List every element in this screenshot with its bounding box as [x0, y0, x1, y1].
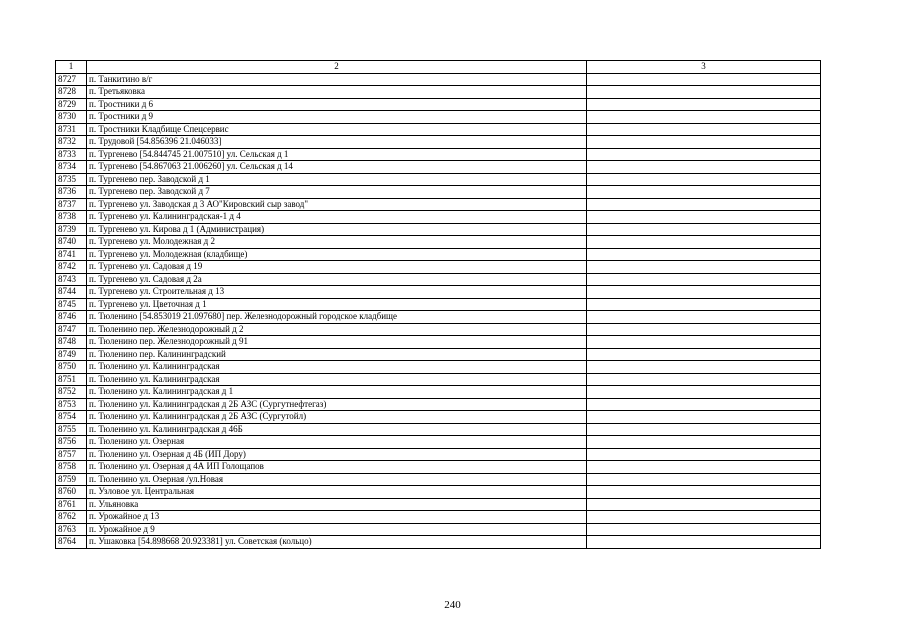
address-cell: п. Урожайное д 9	[87, 523, 587, 536]
table-row	[56, 198, 821, 211]
address-cell: п. Тростники Кладбище Спецсервис	[87, 123, 587, 136]
row-number-cell: 8756	[56, 436, 87, 449]
note-cell	[587, 423, 821, 436]
address-cell: п. Тургенево ул. Садовая д 2а	[87, 273, 587, 286]
row-number-cell: 8758	[56, 461, 87, 474]
address-cell: п. Танкитино в/г	[87, 73, 587, 86]
table-row	[56, 298, 821, 311]
row-number-cell: 8729	[56, 98, 87, 111]
row-number-cell: 8735	[56, 173, 87, 186]
address-table	[55, 60, 821, 549]
table-row	[56, 373, 821, 386]
address-cell: п. Тюленино [54.853019 21.097680] пер. Железнодорожный городское кладбище	[87, 311, 587, 324]
note-cell	[587, 123, 821, 136]
address-cell: п. Тростники д 9	[87, 111, 587, 124]
table-row	[56, 348, 821, 361]
table-row	[56, 173, 821, 186]
table-row	[56, 536, 821, 549]
table-row	[56, 148, 821, 161]
table-row	[56, 461, 821, 474]
row-number-cell: 8738	[56, 211, 87, 224]
row-number-cell: 8728	[56, 86, 87, 99]
note-cell	[587, 336, 821, 349]
table-row	[56, 423, 821, 436]
address-cell: п. Узловое ул. Центральная	[87, 486, 587, 499]
note-cell	[587, 286, 821, 299]
note-cell	[587, 98, 821, 111]
row-number-cell: 8747	[56, 323, 87, 336]
note-cell	[587, 486, 821, 499]
table-row	[56, 111, 821, 124]
address-cell: п. Тюленино ул. Озерная д 4А ИП Голощапов	[87, 461, 587, 474]
address-cell: п. Тюленино ул. Калининградская	[87, 361, 587, 374]
note-cell	[587, 323, 821, 336]
table-row	[56, 323, 821, 336]
table-row	[56, 311, 821, 324]
row-number-cell: 8750	[56, 361, 87, 374]
row-number-cell: 8754	[56, 411, 87, 424]
address-cell: п. Тюленино ул. Озерная	[87, 436, 587, 449]
note-cell	[587, 148, 821, 161]
address-cell: п. Тюленино ул. Калининградская	[87, 373, 587, 386]
table-row	[56, 436, 821, 449]
row-number-cell: 8739	[56, 223, 87, 236]
address-cell: п. Урожайное д 13	[87, 511, 587, 524]
note-cell	[587, 248, 821, 261]
row-number-cell: 8751	[56, 373, 87, 386]
table-row	[56, 486, 821, 499]
address-cell: п. Тургенево ул. Заводская д 3 АО"Кировский сыр завод"	[87, 198, 587, 211]
row-number-cell: 8752	[56, 386, 87, 399]
table-row	[56, 236, 821, 249]
note-cell	[587, 473, 821, 486]
note-cell	[587, 398, 821, 411]
row-number-cell: 8727	[56, 73, 87, 86]
address-cell: п. Тургенево ул. Строительная д 13	[87, 286, 587, 299]
address-cell: п. Тургенево ул. Калининградская-1 д 4	[87, 211, 587, 224]
note-cell	[587, 161, 821, 174]
table-row	[56, 186, 821, 199]
note-cell	[587, 511, 821, 524]
note-cell	[587, 348, 821, 361]
table-row	[56, 273, 821, 286]
row-number-cell: 8733	[56, 148, 87, 161]
note-cell	[587, 373, 821, 386]
table-row	[56, 523, 821, 536]
row-number-cell: 8745	[56, 298, 87, 311]
row-number-cell: 8740	[56, 236, 87, 249]
table-row	[56, 411, 821, 424]
row-number-cell: 8744	[56, 286, 87, 299]
note-cell	[587, 273, 821, 286]
address-cell: п. Тургенево [54.844745 21.007510] ул. Сельская д 1	[87, 148, 587, 161]
note-cell	[587, 436, 821, 449]
row-number-cell: 8761	[56, 498, 87, 511]
row-number-cell: 8755	[56, 423, 87, 436]
note-cell	[587, 136, 821, 149]
note-cell	[587, 111, 821, 124]
table-row	[56, 136, 821, 149]
row-number-cell: 8762	[56, 511, 87, 524]
note-cell	[587, 386, 821, 399]
table-row	[56, 448, 821, 461]
table-row	[56, 123, 821, 136]
address-cell: п. Тургенево [54.867063 21.006260] ул. Сельская д 14	[87, 161, 587, 174]
table-header-row	[56, 61, 821, 74]
table-row	[56, 398, 821, 411]
note-cell	[587, 198, 821, 211]
note-cell	[587, 261, 821, 274]
column-header-1: 1	[56, 61, 87, 74]
address-cell: п. Тургенево ул. Кирова д 1 (Администрация)	[87, 223, 587, 236]
row-number-cell: 8763	[56, 523, 87, 536]
address-cell: п. Тюленино ул. Калининградская д 2Б АЗС (Сургутнефтегаз)	[87, 398, 587, 411]
address-cell: п. Тюленино ул. Калининградская д 46Б	[87, 423, 587, 436]
table-row	[56, 223, 821, 236]
address-cell: п. Тростники д 6	[87, 98, 587, 111]
note-cell	[587, 223, 821, 236]
note-cell	[587, 498, 821, 511]
row-number-cell: 8736	[56, 186, 87, 199]
address-cell: п. Тюленино ул. Озерная /ул.Новая	[87, 473, 587, 486]
address-cell: п. Тюленино ул. Калининградская д 2Б АЗС (Сургутойл)	[87, 411, 587, 424]
table-row	[56, 86, 821, 99]
table-row	[56, 361, 821, 374]
table-row	[56, 336, 821, 349]
note-cell	[587, 411, 821, 424]
note-cell	[587, 211, 821, 224]
address-cell: п. Третьяковка	[87, 86, 587, 99]
row-number-cell: 8743	[56, 273, 87, 286]
table-row	[56, 248, 821, 261]
note-cell	[587, 448, 821, 461]
column-header-3: 3	[587, 61, 821, 74]
row-number-cell: 8757	[56, 448, 87, 461]
table-body	[56, 61, 821, 549]
row-number-cell: 8759	[56, 473, 87, 486]
table-row	[56, 211, 821, 224]
table-row	[56, 386, 821, 399]
row-number-cell: 8734	[56, 161, 87, 174]
address-cell: п. Ушаковка [54.898668 20.923381] ул. Советская (кольцо)	[87, 536, 587, 549]
address-cell: п. Тургенево пер. Заводской д 1	[87, 173, 587, 186]
column-header-2: 2	[87, 61, 587, 74]
row-number-cell: 8753	[56, 398, 87, 411]
row-number-cell: 8746	[56, 311, 87, 324]
table-row	[56, 473, 821, 486]
note-cell	[587, 298, 821, 311]
row-number-cell: 8748	[56, 336, 87, 349]
row-number-cell: 8731	[56, 123, 87, 136]
address-cell: п. Тургенево ул. Молодежная д 2	[87, 236, 587, 249]
table-row	[56, 286, 821, 299]
table-row	[56, 498, 821, 511]
address-cell: п. Тургенево ул. Молодежная (кладбище)	[87, 248, 587, 261]
row-number-cell: 8749	[56, 348, 87, 361]
table-row	[56, 98, 821, 111]
address-cell: п. Тургенево пер. Заводской д 7	[87, 186, 587, 199]
page-number: 240	[444, 599, 461, 611]
table-row	[56, 73, 821, 86]
address-cell: п. Тюленино ул. Озерная д 4Б (ИП Дору)	[87, 448, 587, 461]
row-number-cell: 8730	[56, 111, 87, 124]
row-number-cell: 8760	[56, 486, 87, 499]
row-number-cell: 8742	[56, 261, 87, 274]
table-row	[56, 261, 821, 274]
note-cell	[587, 523, 821, 536]
address-cell: п. Тургенево ул. Цветочная д 1	[87, 298, 587, 311]
table-row	[56, 161, 821, 174]
address-cell: п. Ульяновка	[87, 498, 587, 511]
note-cell	[587, 311, 821, 324]
note-cell	[587, 73, 821, 86]
note-cell	[587, 86, 821, 99]
address-cell: п. Трудовой [54.856396 21.046033]	[87, 136, 587, 149]
row-number-cell: 8764	[56, 536, 87, 549]
address-cell: п. Тургенево ул. Садовая д 19	[87, 261, 587, 274]
note-cell	[587, 461, 821, 474]
note-cell	[587, 536, 821, 549]
note-cell	[587, 361, 821, 374]
row-number-cell: 8741	[56, 248, 87, 261]
table-row	[56, 511, 821, 524]
address-cell: п. Тюленино пер. Калининградский	[87, 348, 587, 361]
address-cell: п. Тюленино ул. Калининградская д 1	[87, 386, 587, 399]
note-cell	[587, 186, 821, 199]
note-cell	[587, 173, 821, 186]
row-number-cell: 8732	[56, 136, 87, 149]
address-cell: п. Тюленино пер. Железнодорожный д 2	[87, 323, 587, 336]
address-cell: п. Тюленино пер. Железнодорожный д 91	[87, 336, 587, 349]
row-number-cell: 8737	[56, 198, 87, 211]
note-cell	[587, 236, 821, 249]
